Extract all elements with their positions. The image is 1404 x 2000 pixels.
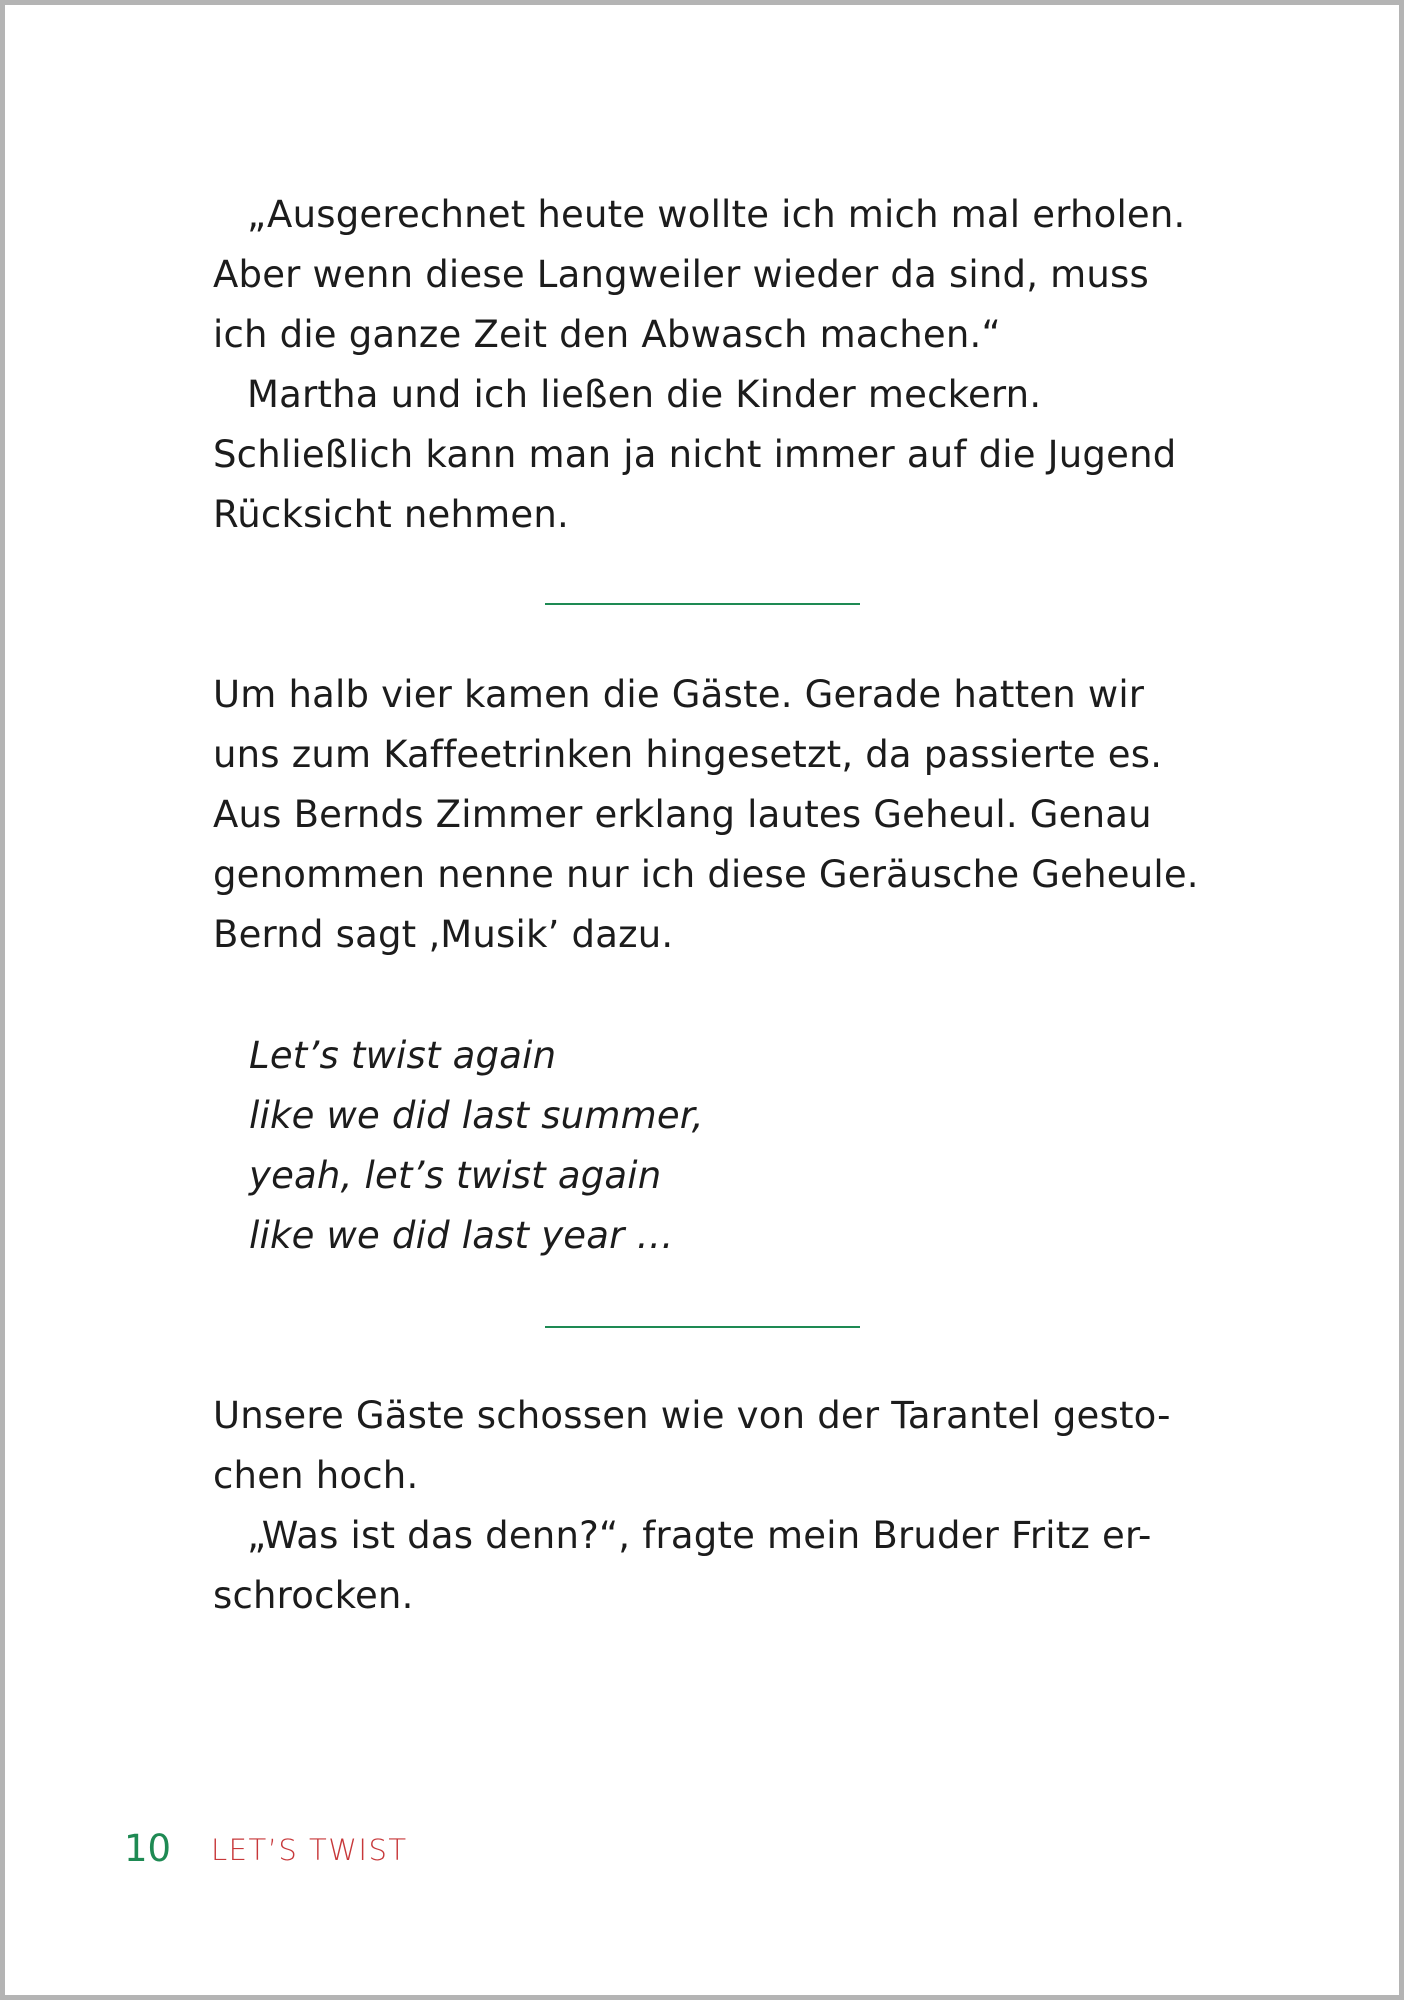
text-line: uns zum Kaffeetrinken hingesetzt, da passierte es. — [213, 733, 1163, 776]
text-line: Martha und ich ließen die Kinder meckern. — [247, 373, 1042, 416]
text-line: chen hoch. — [213, 1454, 419, 1497]
text-line: Rücksicht nehmen. — [213, 493, 569, 536]
text-line: „Ausgerechnet heute wollte ich mich mal erholen. — [247, 193, 1186, 236]
text-line: Aber wenn diese Langweiler wieder da sind, muss — [213, 253, 1150, 296]
text-line: Schließlich kann man ja nicht immer auf die Jugend — [213, 433, 1177, 476]
text-line: Aus Bernds Zimmer erklang lautes Geheul. Genau — [213, 793, 1152, 836]
paragraph-block-3 — [213, 1386, 1213, 1626]
text-line: Bernd sagt ‚Musik’ dazu. — [213, 913, 674, 956]
page-number: 10 — [124, 1827, 172, 1870]
lyric-line: Let’s twist again — [249, 1034, 557, 1077]
text-line: genommen nenne nur ich diese Geräusche Geheule. — [213, 853, 1199, 896]
lyric-line: like we did last summer, — [249, 1094, 704, 1137]
lyric-line: yeah, let’s twist again — [249, 1154, 662, 1197]
text-line: ich die ganze Zeit den Abwasch machen.“ — [213, 313, 1001, 356]
paragraph-block-1 — [213, 185, 1213, 545]
running-title: LET’S TWIST — [211, 1833, 408, 1867]
text-line: Um halb vier kamen die Gäste. Gerade hatten wir — [213, 673, 1145, 716]
lyric-line: like we did last year … — [249, 1214, 674, 1257]
paragraph-block-2 — [213, 665, 1213, 965]
text-line: „Was ist das denn?“, fragte mein Bruder Fritz er- — [247, 1514, 1152, 1557]
text-line: Unsere Gäste schossen wie von der Tarantel gesto- — [213, 1394, 1171, 1437]
section-divider-1 — [545, 603, 860, 605]
section-divider-2 — [545, 1326, 860, 1328]
song-lyrics — [213, 1026, 1213, 1266]
text-line: schrocken. — [213, 1574, 414, 1617]
